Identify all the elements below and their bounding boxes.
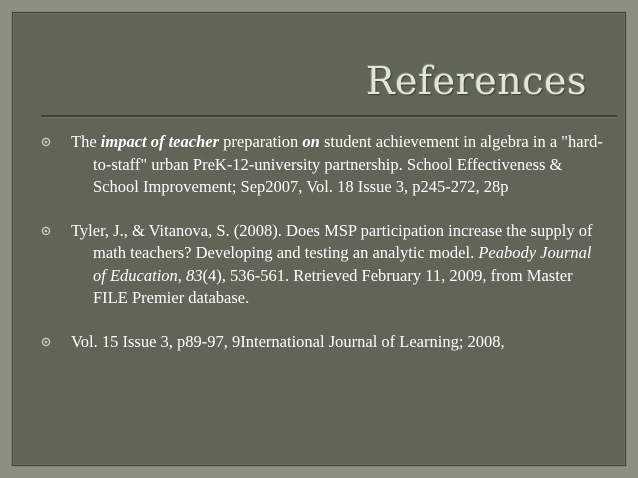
reference-item — [41, 220, 607, 310]
reference-text-part: preparation — [219, 132, 303, 151]
ring-bullet-icon — [41, 137, 51, 147]
volume-number: 83 — [186, 265, 203, 285]
ring-bullet-icon — [41, 337, 51, 347]
reference-text-part: Tyler, J., & Vitanova, S. (2008). Does MSP participation increase the supply of math teachers? Developing and testing an analytic model. — [71, 220, 593, 262]
reference-text — [71, 220, 607, 310]
reference-item — [41, 331, 607, 354]
slide-title: References — [365, 59, 587, 103]
title-divider — [41, 115, 617, 118]
reference-text-part: , — [177, 265, 187, 285]
reference-text — [71, 331, 607, 354]
content-panel — [12, 12, 626, 466]
reference-item — [41, 131, 607, 199]
reference-text-part: (4), 536-561. Retrieved February 11, 2009, from Master FILE Premier database. — [93, 265, 573, 307]
journal-title: Peabody Journal of Education — [93, 243, 592, 285]
reference-text-part: The — [71, 132, 101, 151]
ring-bullet-icon — [41, 226, 51, 236]
reference-emphasis: on — [302, 132, 320, 151]
reference-text-part: student achievement in algebra in a "hard-to-staff" urban PreK-12-university partnership. School Effectiveness & School Improvement; Sep2007, Vol. 18 Issue 3, p245-272, 28p — [93, 132, 603, 196]
reference-emphasis: impact of teacher — [100, 132, 220, 151]
reference-text-part: Vol. 15 Issue 3, p89-97, 9International Journal of Learning; 2008, — [71, 331, 505, 351]
reference-text — [71, 131, 607, 199]
reference-list — [41, 131, 607, 353]
